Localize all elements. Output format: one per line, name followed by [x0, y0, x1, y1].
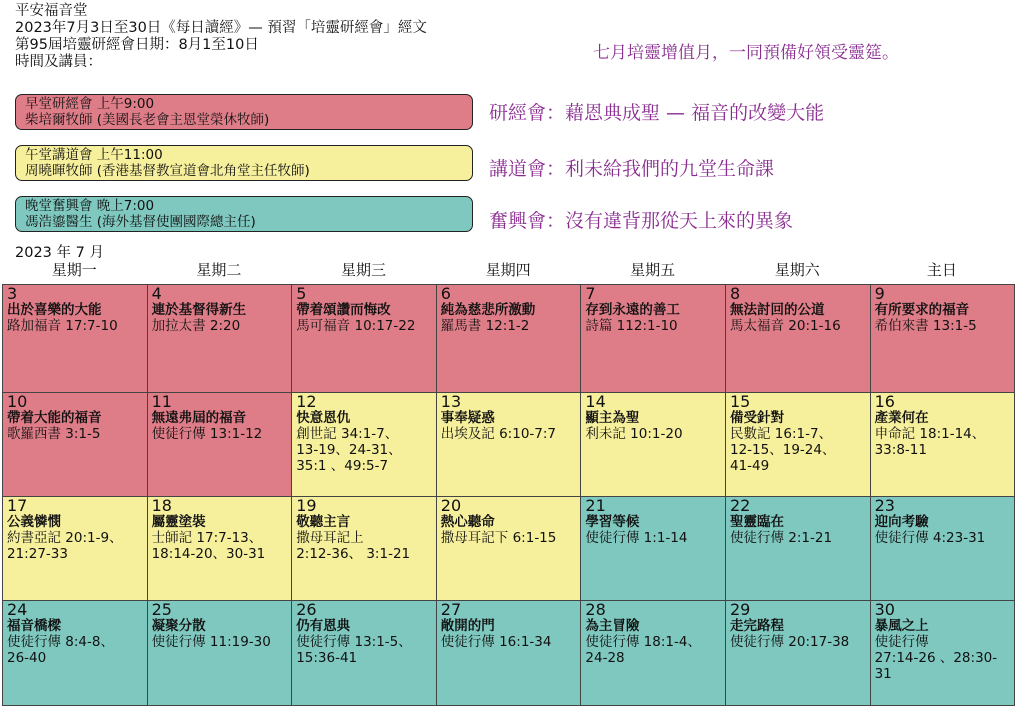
- reading-title: 無法討回的公道: [730, 302, 825, 318]
- reading-title: 備受針對: [730, 410, 784, 426]
- scripture-ref: 撒母耳記下 6:1-15: [440, 530, 557, 546]
- calendar-day: [3, 393, 148, 497]
- reading-title: 迎向考驗: [874, 514, 929, 530]
- day-number: 24: [7, 601, 28, 619]
- session-box: [15, 196, 473, 232]
- calendar-day: [3, 285, 148, 393]
- reading-title: 帶着頌讚而悔改: [296, 302, 391, 318]
- reading-title: 事奉疑惑: [440, 410, 495, 426]
- reading-title: 為主冒險: [585, 618, 640, 634]
- scripture-ref: 民數記 16:1-7、 12-15、19-24、 41-49: [730, 426, 836, 474]
- scripture-ref: 撒母耳記上 2:12-36、 3:1-21: [296, 530, 411, 562]
- day-number: 19: [296, 497, 317, 515]
- day-number: 16: [874, 393, 895, 411]
- scripture-ref: 使徒行傳 20:17-38: [730, 634, 850, 650]
- scripture-ref: 使徒行傳 16:1-34: [440, 634, 552, 650]
- scripture-ref: 馬太福音 20:1-16: [730, 318, 841, 334]
- calendar-day: [871, 285, 1016, 393]
- day-number: 15: [730, 393, 751, 411]
- tagline: 七月培靈增值月，一同預備好領受靈筵。: [593, 43, 899, 63]
- scripture-ref: 希伯來書 13:1-5: [874, 318, 977, 334]
- calendar-day: [437, 601, 582, 706]
- calendar-day: [148, 601, 293, 706]
- reading-title: 產業何在: [874, 410, 929, 426]
- day-number: 14: [585, 393, 606, 411]
- calendar-day: [871, 393, 1016, 497]
- reading-title: 顯主為聖: [585, 410, 640, 426]
- calendar-day: [437, 393, 582, 497]
- session-box: [15, 145, 473, 181]
- reading-title: 凝聚分散: [151, 618, 206, 634]
- calendar-day: [292, 497, 437, 601]
- day-number: 6: [440, 285, 451, 303]
- weekday-label: 星期三: [340, 261, 386, 279]
- session-speaker: 柴培爾牧師 (美國長老會主恩堂榮休牧師): [25, 112, 270, 128]
- calendar-day: [3, 497, 148, 601]
- reading-title: 公義憐憫: [7, 514, 61, 530]
- header-line-2: 第95屆培靈研經會日期：8月1至10日: [15, 37, 259, 53]
- calendar-day: [581, 285, 726, 393]
- day-number: 9: [874, 285, 885, 303]
- day-number: 29: [730, 601, 751, 619]
- reading-title: 無遠弗屆的福音: [151, 410, 247, 426]
- calendar-day: [437, 285, 582, 393]
- day-number: 30: [874, 601, 895, 619]
- scripture-ref: 羅馬書 12:1-2: [440, 318, 530, 334]
- calendar-day: [148, 393, 293, 497]
- session-time: 早堂研經會 上午9:00: [25, 96, 155, 112]
- calendar-day: [726, 497, 871, 601]
- weekday-label: 主日: [926, 261, 957, 279]
- day-number: 4: [151, 285, 162, 303]
- weekday-label: 星期一: [51, 261, 97, 279]
- day-number: 25: [151, 601, 172, 619]
- scripture-ref: 使徒行傳 13:1-5、 15:36-41: [296, 634, 412, 666]
- scripture-ref: 創世記 34:1-7、 13-19、24-31、 35:1 、49:5-7: [296, 426, 402, 474]
- reading-title: 純為慈悲所激動: [440, 302, 536, 318]
- reading-title: 暴風之上: [874, 618, 929, 634]
- reading-title: 敞開的門: [440, 618, 495, 634]
- scripture-ref: 使徒行傳 4:23-31: [874, 530, 986, 546]
- day-number: 17: [7, 497, 28, 515]
- month-label: 2023 年 7 月: [15, 245, 104, 261]
- calendar-day: [3, 601, 148, 706]
- day-number: 21: [585, 497, 606, 515]
- reading-title: 聖靈臨在: [730, 514, 784, 530]
- reading-title: 有所要求的福音: [874, 302, 970, 318]
- reading-title: 屬靈塗裝: [151, 514, 206, 530]
- scripture-ref: 加拉太書 2:20: [151, 318, 241, 334]
- scripture-ref: 使徒行傳 2:1-21: [730, 530, 833, 546]
- day-number: 12: [296, 393, 317, 411]
- day-number: 26: [296, 601, 317, 619]
- calendar-day: [437, 497, 582, 601]
- calendar-day: [726, 393, 871, 497]
- session-speaker: 周曉暉牧師 (香港基督教宣道會北角堂主任牧師): [25, 163, 310, 179]
- weekday-label: 星期五: [630, 261, 676, 279]
- session-time: 午堂講道會 上午11:00: [25, 147, 163, 163]
- calendar-day: [148, 285, 293, 393]
- day-number: 7: [585, 285, 596, 303]
- scripture-ref: 使徒行傳 8:4-8、 26-40: [7, 634, 114, 666]
- day-number: 10: [7, 393, 28, 411]
- reading-title: 存到永遠的善工: [585, 302, 680, 318]
- day-number: 13: [440, 393, 462, 411]
- scripture-ref: 路加福音 17:7-10: [7, 318, 118, 334]
- header-line-3: 時間及講員：: [15, 54, 102, 70]
- day-number: 27: [440, 601, 462, 619]
- header-line-1: 2023年7月3日至30日《每日讀經》— 預習「培靈研經會」經文: [15, 20, 427, 36]
- scripture-ref: 使徒行傳 27:14-26 、28:30-31: [874, 634, 998, 682]
- reading-title: 出於喜樂的大能: [7, 302, 102, 318]
- weekday-label: 星期二: [196, 261, 242, 279]
- day-number: 20: [440, 497, 462, 515]
- scripture-ref: 使徒行傳 18:1-4、 24-28: [585, 634, 701, 666]
- reading-title: 連於基督得新生: [151, 302, 247, 318]
- scripture-ref: 歌羅西書 3:1-5: [7, 426, 101, 442]
- calendar-day: [581, 601, 726, 706]
- day-number: 23: [874, 497, 895, 515]
- scripture-ref: 申命記 18:1-14、 33:8-11: [874, 426, 986, 458]
- weekday-label: 星期六: [774, 261, 820, 279]
- day-number: 18: [151, 497, 172, 515]
- calendar-day: [292, 285, 437, 393]
- session-theme: 奮興會：沒有違背那從天上來的異象: [489, 210, 794, 232]
- reading-title: 學習等候: [585, 514, 640, 530]
- calendar-day: [148, 497, 293, 601]
- scripture-ref: 出埃及記 6:10-7:7: [440, 426, 557, 442]
- day-number: 3: [7, 285, 18, 303]
- church-name: 平安福音堂: [15, 3, 88, 19]
- scripture-ref: 約書亞記 20:1-9、 21:27-33: [7, 530, 123, 562]
- reading-title: 敬聽主言: [296, 514, 351, 530]
- calendar-day: [871, 601, 1016, 706]
- day-number: 8: [730, 285, 741, 303]
- calendar-grid: [2, 284, 1015, 706]
- scripture-ref: 使徒行傳 13:1-12: [151, 426, 263, 442]
- session-speaker: 馮浩鎏醫生 (海外基督使團國際總主任): [25, 214, 256, 230]
- calendar-day: [871, 497, 1016, 601]
- day-number: 11: [151, 393, 172, 411]
- weekday-label: 星期四: [485, 261, 531, 279]
- calendar-day: [581, 393, 726, 497]
- day-number: 28: [585, 601, 606, 619]
- reading-title: 帶着大能的福音: [7, 410, 102, 426]
- session-theme: 講道會：利未給我們的九堂生命課: [489, 158, 775, 180]
- calendar-day: [726, 601, 871, 706]
- day-number: 22: [730, 497, 751, 515]
- reading-title: 仍有恩典: [296, 618, 351, 634]
- reading-title: 熱心聽命: [440, 514, 495, 530]
- reading-title: 快意恩仇: [296, 410, 351, 426]
- calendar-day: [581, 497, 726, 601]
- calendar-day: [292, 601, 437, 706]
- scripture-ref: 使徒行傳 1:1-14: [585, 530, 688, 546]
- calendar-day: [292, 393, 437, 497]
- scripture-ref: 利未記 10:1-20: [585, 426, 683, 442]
- reading-title: 走完路程: [730, 618, 784, 634]
- day-number: 5: [296, 285, 307, 303]
- session-theme: 研經會：藉恩典成聖 — 福音的改變大能: [489, 102, 825, 124]
- calendar-day: [726, 285, 871, 393]
- reading-title: 福音橋樑: [7, 618, 61, 634]
- scripture-ref: 詩篇 112:1-10: [585, 318, 678, 334]
- scripture-ref: 使徒行傳 11:19-30: [151, 634, 271, 650]
- session-box: [15, 94, 473, 130]
- scripture-ref: 馬可福音 10:17-22: [296, 318, 416, 334]
- scripture-ref: 士師記 17:7-13、 18:14-20、30-31: [151, 530, 266, 562]
- session-time: 晚堂奮興會 晚上7:00: [25, 198, 155, 214]
